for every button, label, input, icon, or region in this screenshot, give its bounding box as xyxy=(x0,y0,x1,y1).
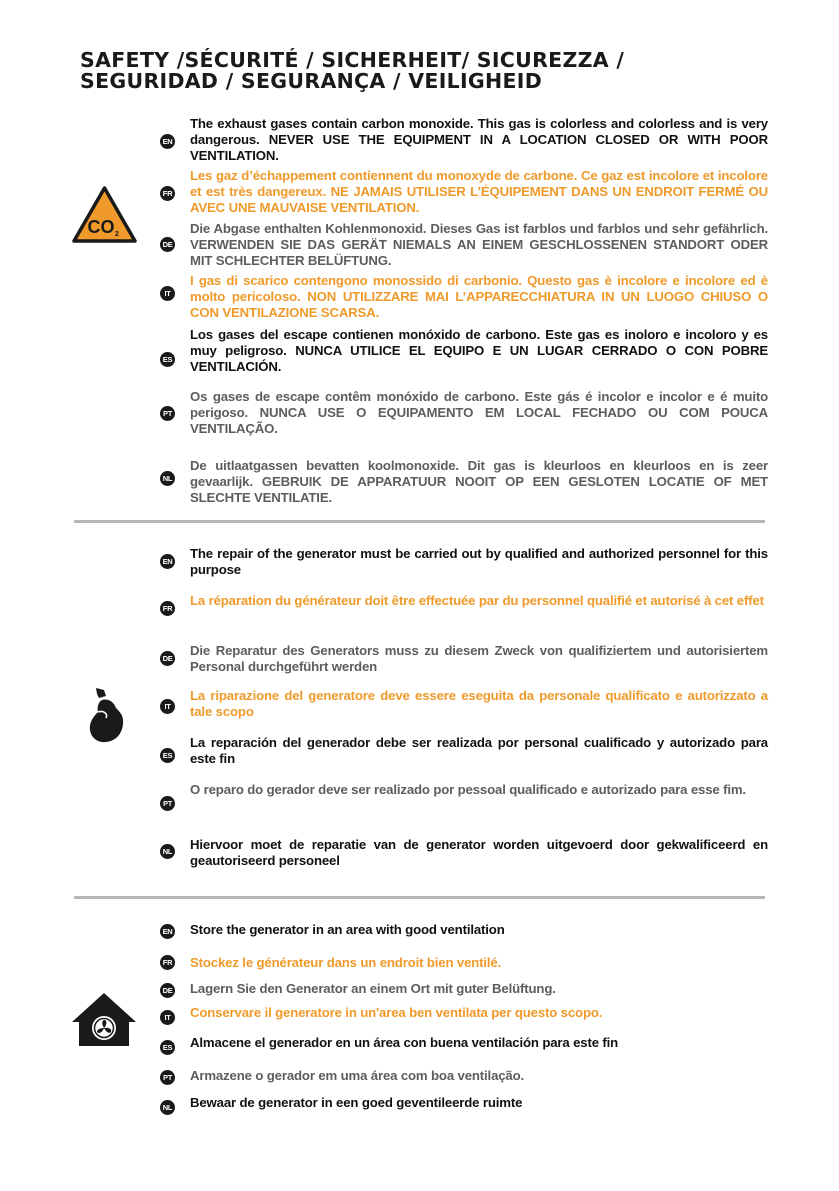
lang-badge-de: DE xyxy=(160,651,175,666)
section-divider-2 xyxy=(74,896,765,899)
vent-entry-es xyxy=(160,1035,768,1055)
page-title-line-2: SEGURIDAD / SEGURANÇA / VEILIGHEID xyxy=(80,69,543,93)
repair-text-de: Die Reparatur des Generators muss zu diesem Zweck von qualifiziertem und autorisiertem Personal durchgeführt werden xyxy=(190,643,768,675)
vent-text-en: Store the generator in an area with good ventilation xyxy=(190,922,505,937)
page-title xyxy=(80,50,780,92)
section-divider-1 xyxy=(74,520,765,523)
vent-entry-de xyxy=(160,981,768,1001)
lang-badge-es: ES xyxy=(160,748,175,763)
lang-badge-de: DE xyxy=(160,983,175,998)
co2-entry-en xyxy=(160,116,768,164)
vent-entry-nl xyxy=(160,1095,768,1115)
repair-text-fr: La réparation du générateur doit être effectuée par du personnel qualifié et autorisé à cet effet xyxy=(190,593,764,608)
co2-icon-subscript: 2 xyxy=(115,231,119,238)
repair-entry-it xyxy=(160,688,768,724)
co2-text-pt: Os gases de escape contêm monóxido de carbono. Este gás é incolor e incolor e é muito perigoso. NUNCA USE O EQUIPAMENTO EM LOCAL FECHADO OU COM POUCA VENTILAÇÃO. xyxy=(190,389,768,437)
co2-text-it: I gas di scarico contengono monossido di carbonio. Questo gas è incolore e incolore ed è molto pericoloso. NON UTILIZZARE MAI L’APPARECCHIATURA IN UN LUOGO CHIUSO O CON VENTILAZIONE SCARSA. xyxy=(190,273,768,321)
lang-badge-pt: PT xyxy=(160,406,175,421)
lang-badge-pt: PT xyxy=(160,796,175,811)
repair-text-nl: Hiervoor moet de reparatie van de generator worden uitgevoerd door gekwalificeerd en geautoriseerd personeel xyxy=(190,837,768,869)
vent-entry-en xyxy=(160,922,768,942)
lang-badge-pt: PT xyxy=(160,1070,175,1085)
vent-text-pt: Armazene o gerador em uma área com boa ventilação. xyxy=(190,1068,525,1083)
repair-entry-en xyxy=(160,546,768,582)
lang-badge-en: EN xyxy=(160,924,175,939)
repair-text-pt: O reparo do gerador deve ser realizado por pessoal qualificado e autorizado para esse fim. xyxy=(190,782,746,797)
lang-badge-en: EN xyxy=(160,134,175,149)
ventilated-house-icon xyxy=(70,990,138,1048)
vent-text-es: Almacene el generador en un área con buena ventilación para este fin xyxy=(190,1035,619,1050)
repair-hand-icon xyxy=(86,686,128,744)
vent-entry-it xyxy=(160,1005,768,1025)
repair-entry-de xyxy=(160,643,768,679)
page-title-line-1: SAFETY /SÉCURITÉ / SICHERHEIT/ SICUREZZA / xyxy=(80,48,625,72)
co2-entry-es xyxy=(160,327,768,375)
vent-entry-fr xyxy=(160,955,768,975)
vent-text-de: Lagern Sie den Generator an einem Ort mit guter Belüftung. xyxy=(190,981,556,996)
lang-badge-es: ES xyxy=(160,1040,175,1055)
co2-icon-text: CO xyxy=(87,217,115,237)
repair-text-it: La riparazione del generatore deve essere eseguita da personale qualificato e autorizzato a tale scopo xyxy=(190,688,768,720)
co2-entry-nl xyxy=(160,458,768,506)
lang-badge-nl: NL xyxy=(160,1100,175,1115)
co2-text-nl: De uitlaatgassen bevatten koolmonoxide. Dit gas is kleurloos en kleurloos en is zeer gevaarlijk. GEBRUIK DE APPARATUUR NOOIT OP EEN GESLOTEN LOCATIE OF MET SLECHTE VENTILATIE. xyxy=(190,458,768,506)
lang-badge-fr: FR xyxy=(160,601,175,616)
lang-badge-en: EN xyxy=(160,554,175,569)
co2-warning-icon xyxy=(71,185,138,245)
co2-entry-pt xyxy=(160,389,768,437)
vent-text-it: Conservare il generatore in un'area ben ventilata per questo scopo. xyxy=(190,1005,603,1020)
vent-entry-pt xyxy=(160,1068,768,1088)
repair-entry-fr xyxy=(160,593,768,629)
lang-badge-nl: NL xyxy=(160,471,175,486)
lang-badge-it: IT xyxy=(160,286,175,301)
co2-text-es: Los gases del escape contienen monóxido de carbono. Este gas es inoloro e incoloro y es muy peligroso. NUNCA UTILICE EL EQUIPO E UN LUGAR CERRADO O CON POBRE VENTILACIÓN. xyxy=(190,327,768,375)
co2-entry-it xyxy=(160,273,768,321)
lang-badge-es: ES xyxy=(160,352,175,367)
lang-badge-fr: FR xyxy=(160,955,175,970)
co2-entry-de xyxy=(160,221,768,269)
co2-text-en: The exhaust gases contain carbon monoxide. This gas is colorless and colorless and is very dangerous. NEVER USE THE EQUIPMENT IN A LOCATION CLOSED OR WITH POOR VENTILATION. xyxy=(190,116,768,164)
lang-badge-fr: FR xyxy=(160,186,175,201)
co2-text-fr: Les gaz d’échappement contiennent du monoxyde de carbone. Ce gaz est incolore et incolore et est très dangereux. NE JAMAIS UTILISER L’ÉQUIPEMENT DANS UN ENDROIT FERMÉ OU AVEC UNE MAUVAISE VENTILATION. xyxy=(190,168,768,216)
repair-entry-es xyxy=(160,735,768,771)
repair-entry-pt xyxy=(160,782,768,818)
co2-text-de: Die Abgase enthalten Kohlenmonoxid. Dieses Gas ist farblos und farblos und sehr gefährlich. VERWENDEN SIE DAS GERÄT NIEMALS AN EINEM GESCHLOSSENEN STANDORT ODER MIT SCHLECHTER BELÜFTUNG. xyxy=(190,221,768,269)
co2-entry-fr xyxy=(160,168,768,216)
vent-text-fr: Stockez le générateur dans un endroit bien ventilé. xyxy=(190,955,502,970)
repair-text-es: La reparación del generador debe ser realizada por personal cualificado y autorizado para este fin xyxy=(190,735,768,767)
repair-text-en: The repair of the generator must be carried out by qualified and authorized personnel for this purpose xyxy=(190,546,768,578)
lang-badge-de: DE xyxy=(160,237,175,252)
lang-badge-it: IT xyxy=(160,1010,175,1025)
repair-entry-nl xyxy=(160,837,768,873)
lang-badge-it: IT xyxy=(160,699,175,714)
vent-text-nl: Bewaar de generator in een goed geventileerde ruimte xyxy=(190,1095,523,1110)
lang-badge-nl: NL xyxy=(160,844,175,859)
